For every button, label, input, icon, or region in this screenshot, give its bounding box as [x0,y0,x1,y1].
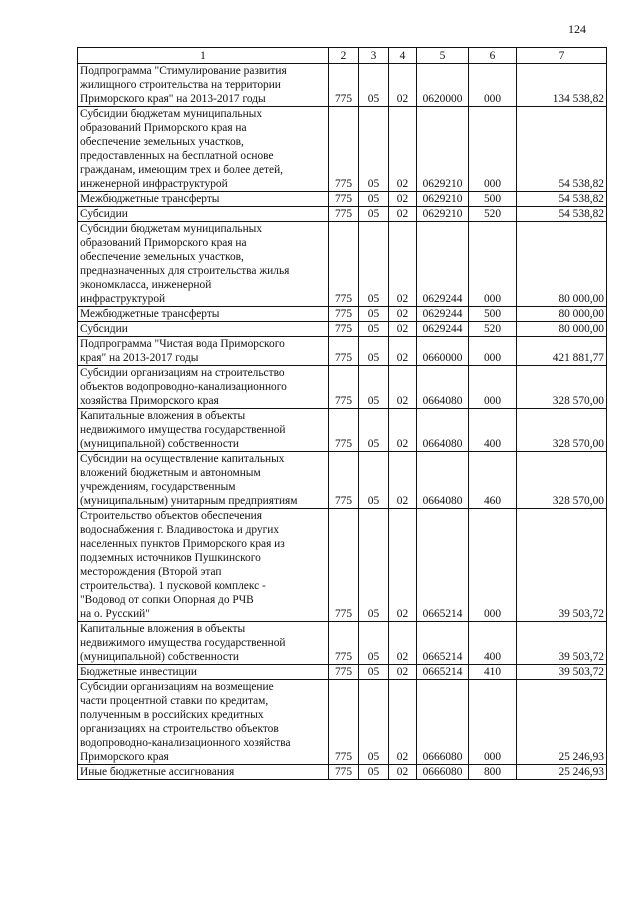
amount-cell: 54 538,82 [517,192,607,207]
row-name-line: на о. Русский" [80,608,150,620]
ministry-code-cell: 775 [329,337,359,366]
row-name-line: Субсидии бюджетам муниципальных [80,108,263,120]
row-name-line: объектов водопроводно-канализационного [80,381,287,393]
row-name-line: месторождения (Второй этап [80,566,222,578]
row-name-line: Капитальные вложения в объекты [80,410,246,422]
amount-cell: 54 538,82 [517,107,607,192]
row-name-line: части процентной ставки по кредитам, [80,695,269,707]
subsection-code-cell: 02 [389,64,417,107]
section-code-cell: 05 [359,322,389,337]
row-name-line: инженерной инфраструктурой [80,178,228,190]
section-code-cell: 05 [359,452,389,509]
row-name-line: предоставленных на бесплатной основе [80,150,274,162]
row-name-line: гражданам, имеющим трех и более детей, [80,164,284,176]
row-name-line: хозяйства Приморского края [80,395,219,407]
subsection-code-cell: 02 [389,665,417,680]
section-code-cell: 05 [359,366,389,409]
table-row [78,622,607,665]
row-name-cell [78,64,329,107]
ministry-code-cell: 775 [329,509,359,622]
table-row [78,192,607,207]
row-name-line: учреждениям, государственным [80,481,236,493]
row-name-line: водоснабжения г. Владивостока и других [80,524,280,536]
subsection-code-cell: 02 [389,307,417,322]
budget-table [77,47,607,780]
expense-type-cell: 520 [469,322,517,337]
row-name-line: Межбюджетные трансферты [80,308,220,320]
row-name-line: жилищного строительства на территории [80,79,281,91]
table-body [78,64,607,780]
section-code-cell: 05 [359,337,389,366]
amount-cell: 328 570,00 [517,366,607,409]
row-name-cell [78,207,329,222]
ministry-code-cell: 775 [329,192,359,207]
amount-cell: 134 538,82 [517,64,607,107]
target-article-cell: 0629210 [417,207,469,222]
header-cell: 5 [417,48,469,64]
amount-cell: 80 000,00 [517,307,607,322]
row-name-cell [78,307,329,322]
row-name-line: полученным в российских кредитных [80,709,264,721]
table-row [78,322,607,337]
table-row [78,64,607,107]
amount-cell: 39 503,72 [517,665,607,680]
row-name-line: Субсидии организациям на возмещение [80,681,274,693]
target-article-cell: 0629244 [417,307,469,322]
subsection-code-cell: 02 [389,337,417,366]
target-article-cell: 0665214 [417,622,469,665]
row-name-line: населенных пунктов Приморского края из [80,538,285,550]
subsection-code-cell: 02 [389,366,417,409]
row-name-line: (муниципальной) собственности [80,651,239,663]
expense-type-cell: 460 [469,452,517,509]
subsection-code-cell: 02 [389,680,417,765]
amount-cell: 39 503,72 [517,622,607,665]
row-name-line: края" на 2013-2017 годы [80,352,199,364]
header-cell: 2 [329,48,359,64]
row-name-line: обеспечение земельных участков, [80,251,244,263]
row-name-line: инфраструктурой [80,293,166,305]
amount-cell: 421 881,77 [517,337,607,366]
row-name-line: подземных источников Пушкинского [80,552,261,564]
ministry-code-cell: 775 [329,665,359,680]
ministry-code-cell: 775 [329,107,359,192]
row-name-cell [78,322,329,337]
row-name-line: водопроводно-канализационного хозяйства [80,737,291,749]
table-row [78,665,607,680]
row-name-cell [78,509,329,622]
row-name-line: Субсидии бюджетам муниципальных [80,223,263,235]
expense-type-cell: 000 [469,222,517,307]
table-row [78,409,607,452]
subsection-code-cell: 02 [389,192,417,207]
amount-cell: 25 246,93 [517,765,607,780]
expense-type-cell: 520 [469,207,517,222]
row-name-line: предназначенных для строительства жилья [80,265,290,277]
subsection-code-cell: 02 [389,765,417,780]
row-name-line: Приморского края [80,751,169,763]
row-name-cell [78,452,329,509]
amount-cell: 80 000,00 [517,222,607,307]
subsection-code-cell: 02 [389,107,417,192]
section-code-cell: 05 [359,64,389,107]
table-row [78,337,607,366]
amount-cell: 54 538,82 [517,207,607,222]
target-article-cell: 0665214 [417,509,469,622]
table-row [78,765,607,780]
row-name-line: образований Приморского края на [80,122,247,134]
amount-cell: 25 246,93 [517,680,607,765]
row-name-line: организациях на строительство объектов [80,723,279,735]
amount-cell: 80 000,00 [517,322,607,337]
row-name-cell [78,337,329,366]
amount-cell: 39 503,72 [517,509,607,622]
row-name-line: обеспечение земельных участков, [80,136,244,148]
row-name-line: Субсидии [80,208,128,220]
ministry-code-cell: 775 [329,307,359,322]
amount-cell: 328 570,00 [517,452,607,509]
table-row [78,452,607,509]
row-name-line: Приморского края" на 2013-2017 годы [80,93,266,105]
header-cell: 7 [517,48,607,64]
ministry-code-cell: 775 [329,765,359,780]
page-number: 124 [568,22,586,36]
row-name-cell [78,107,329,192]
ministry-code-cell: 775 [329,366,359,409]
row-name-line: Строительство объектов обеспечения [80,510,262,522]
table-row [78,307,607,322]
ministry-code-cell: 775 [329,452,359,509]
row-name-line: Подпрограмма "Чистая вода Приморского [80,338,285,350]
header-cell: 6 [469,48,517,64]
target-article-cell: 0629210 [417,107,469,192]
subsection-code-cell: 02 [389,452,417,509]
table-row [78,107,607,192]
row-name-line: Капитальные вложения в объекты [80,623,246,635]
subsection-code-cell: 02 [389,207,417,222]
target-article-cell: 0664080 [417,452,469,509]
section-code-cell: 05 [359,665,389,680]
subsection-code-cell: 02 [389,222,417,307]
row-name-line: Субсидии организациям на строительство [80,367,285,379]
row-name-line: образований Приморского края на [80,237,247,249]
row-name-line: (муниципальной) собственности [80,438,239,450]
ministry-code-cell: 775 [329,322,359,337]
row-name-line: строительства). 1 пусковой комплекс - [80,580,266,592]
ministry-code-cell: 775 [329,680,359,765]
table-row [78,207,607,222]
ministry-code-cell: 775 [329,207,359,222]
expense-type-cell: 500 [469,192,517,207]
row-name-line: Субсидии на осуществление капитальных [80,453,285,465]
section-code-cell: 05 [359,765,389,780]
expense-type-cell: 000 [469,107,517,192]
table-row [78,222,607,307]
section-code-cell: 05 [359,207,389,222]
section-code-cell: 05 [359,222,389,307]
target-article-cell: 0629244 [417,322,469,337]
target-article-cell: 0660000 [417,337,469,366]
row-name-cell [78,622,329,665]
row-name-line: Межбюджетные трансферты [80,193,220,205]
row-name-cell [78,665,329,680]
section-code-cell: 05 [359,622,389,665]
expense-type-cell: 000 [469,680,517,765]
row-name-line: Иные бюджетные ассигнования [80,766,235,778]
row-name-line: "Водовод от сопки Опорная до РЧВ [80,594,254,606]
row-name-line: Подпрограмма "Стимулирование развития [80,65,287,77]
section-code-cell: 05 [359,192,389,207]
row-name-cell [78,680,329,765]
row-name-cell [78,765,329,780]
table-row [78,509,607,622]
header-cell: 1 [78,48,329,64]
row-name-line: экономкласса, инженерной [80,279,212,291]
table-row [78,366,607,409]
ministry-code-cell: 775 [329,622,359,665]
header-cell: 3 [359,48,389,64]
subsection-code-cell: 02 [389,409,417,452]
section-code-cell: 05 [359,680,389,765]
expense-type-cell: 800 [469,765,517,780]
section-code-cell: 05 [359,307,389,322]
target-article-cell: 0620000 [417,64,469,107]
expense-type-cell: 000 [469,337,517,366]
target-article-cell: 0629210 [417,192,469,207]
ministry-code-cell: 775 [329,222,359,307]
row-name-line: Субсидии [80,323,128,335]
expense-type-cell: 000 [469,64,517,107]
target-article-cell: 0666080 [417,680,469,765]
expense-type-cell: 400 [469,409,517,452]
row-name-cell [78,409,329,452]
row-name-cell [78,366,329,409]
row-name-cell [78,222,329,307]
row-name-line: Бюджетные инвестиции [80,666,197,678]
row-name-cell [78,192,329,207]
expense-type-cell: 000 [469,366,517,409]
ministry-code-cell: 775 [329,409,359,452]
expense-type-cell: 500 [469,307,517,322]
target-article-cell: 0666080 [417,765,469,780]
header-cell: 4 [389,48,417,64]
section-code-cell: 05 [359,509,389,622]
section-code-cell: 05 [359,107,389,192]
subsection-code-cell: 02 [389,509,417,622]
expense-type-cell: 410 [469,665,517,680]
row-name-line: (муниципальным) унитарным предприятиям [80,495,298,507]
target-article-cell: 0664080 [417,366,469,409]
expense-type-cell: 400 [469,622,517,665]
subsection-code-cell: 02 [389,322,417,337]
row-name-line: вложений бюджетным и автономным [80,467,261,479]
expense-type-cell: 000 [469,509,517,622]
subsection-code-cell: 02 [389,622,417,665]
target-article-cell: 0629244 [417,222,469,307]
table-row [78,680,607,765]
ministry-code-cell: 775 [329,64,359,107]
amount-cell: 328 570,00 [517,409,607,452]
target-article-cell: 0665214 [417,665,469,680]
row-name-line: недвижимого имущества государственной [80,637,286,649]
target-article-cell: 0664080 [417,409,469,452]
row-name-line: недвижимого имущества государственной [80,424,286,436]
header-row [78,48,607,64]
section-code-cell: 05 [359,409,389,452]
